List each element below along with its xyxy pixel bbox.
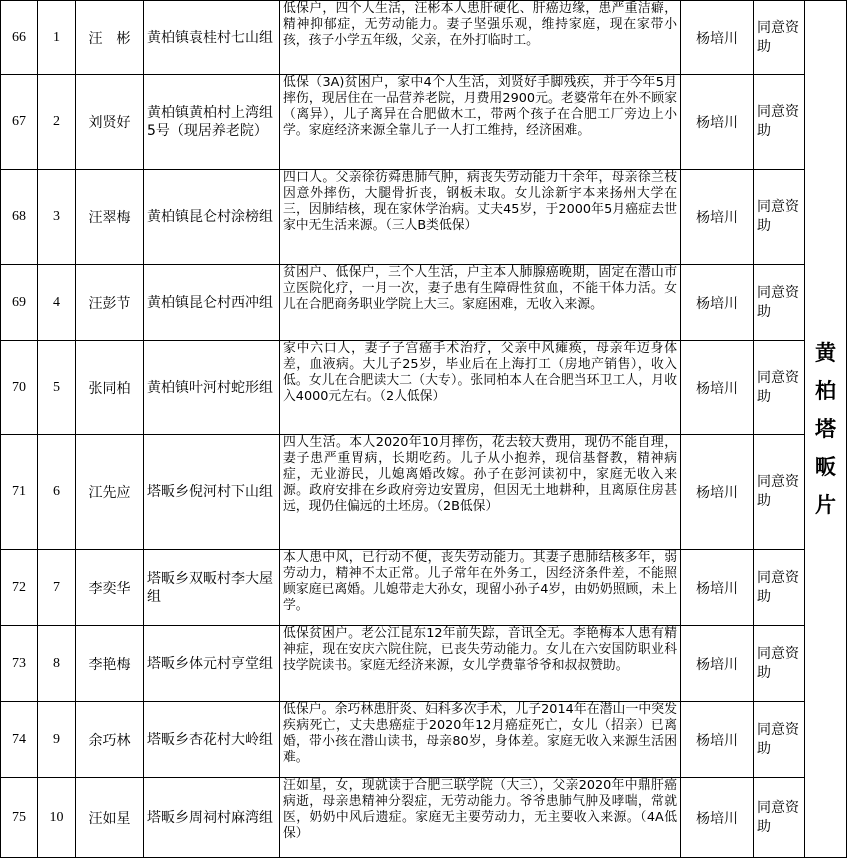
row-number: 72 (1, 550, 38, 626)
handler-name: 杨培川 (681, 341, 754, 435)
row-sequence: 9 (38, 702, 76, 778)
family-situation: 本人患中风，已行动不便，丧失劳动能力。其妻子患肺结核多年，弱劳动力，精神不太正常。儿子常年在外务工，因经济条件差，不能照顾家庭已离婚。儿媳带走大孙女，现留小孙子4岁，由奶奶照顾，未上学。 (280, 550, 681, 626)
applicant-name: 江先应 (76, 435, 144, 550)
applicant-address: 黄柏镇昆仑村涂榜组 (144, 170, 280, 265)
applicant-name: 汪彭节 (76, 265, 144, 341)
handler-name: 杨培川 (681, 75, 754, 170)
approval-opinion: 同意资助 (754, 341, 805, 435)
row-number: 75 (1, 778, 38, 858)
row-number: 73 (1, 626, 38, 702)
family-situation: 四人生活。本人2020年10月摔伤，花去较大费用，现仍不能自理，妻子患严重胃病，长期吃药。儿子从小抱养，现信基督教，精神病症，无业游民，儿媳离婚改嫁。孙子在彭河读初中，家庭无收入来源。政府安排在乡政府旁边安置房，但因无土地耕种，且离原住房甚远，现仍住偏远的土坯房。（2B低保） (280, 435, 681, 550)
applicant-address: 塔畈乡周祠村麻湾组 (144, 778, 280, 858)
applicant-name: 刘贤好 (76, 75, 144, 170)
handler-name: 杨培川 (681, 702, 754, 778)
family-situation: 家中六口人，妻子子宫癌手术治疗，父亲中风瘫痪，母亲年迈身体差，血液病。大儿子25岁，毕业后在上海打工（房地产销售），收入低。女儿在合肥读大二（大专）。张同柏本人在合肥当环卫工人，月收入4000元左右。（2人低保） (280, 341, 681, 435)
applicant-address: 黄柏镇叶河村蛇形组 (144, 341, 280, 435)
applicant-address: 塔畈乡体元村亨堂组 (144, 626, 280, 702)
applicant-name: 汪 彬 (76, 1, 144, 75)
applicant-name: 张同柏 (76, 341, 144, 435)
table-row (1, 75, 847, 170)
region-text: 黄柏塔畈片 (815, 341, 836, 517)
family-situation: 低保贫困户。老公江昆东12年前失踪，音讯全无。李艳梅本人患有精神症，现在安庆六院住院，已丧失劳动能力。女儿在六安国防职业科技学院读书。家庭无经济来源，女儿学费靠爷爷和叔叔赞助。 (280, 626, 681, 702)
approval-opinion: 同意资助 (754, 778, 805, 858)
handler-name: 杨培川 (681, 550, 754, 626)
handler-name: 杨培川 (681, 778, 754, 858)
applicant-address: 黄柏镇昆仑村西冲组 (144, 265, 280, 341)
applicant-name: 汪如星 (76, 778, 144, 858)
applicant-name: 余巧林 (76, 702, 144, 778)
applicant-address: 黄柏镇袁桂村七山组 (144, 1, 280, 75)
table-row (1, 702, 847, 778)
row-sequence: 2 (38, 75, 76, 170)
row-number: 70 (1, 341, 38, 435)
applicant-address: 塔畈乡双畈村李大屋组 (144, 550, 280, 626)
table-row (1, 265, 847, 341)
row-number: 68 (1, 170, 38, 265)
approval-opinion: 同意资助 (754, 626, 805, 702)
row-sequence: 7 (38, 550, 76, 626)
table-body (1, 1, 847, 858)
handler-name: 杨培川 (681, 435, 754, 550)
row-sequence: 5 (38, 341, 76, 435)
region-label (805, 1, 847, 858)
approval-opinion: 同意资助 (754, 75, 805, 170)
table-row (1, 778, 847, 858)
applicant-name: 汪翠梅 (76, 170, 144, 265)
table-row (1, 1, 847, 75)
table-row (1, 341, 847, 435)
approval-opinion: 同意资助 (754, 265, 805, 341)
family-situation: 汪如星，女，现就读于合肥三联学院（大三），父亲2020年中鼎肝癌病逝，母亲患精神分裂症，无劳动能力。爷爷患肺气肿及哮喘，常就医，奶奶中风后遗症。家庭无主要劳动力，无主要收入来源。（4A低保） (280, 778, 681, 858)
applicant-address: 塔畈乡倪河村下山组 (144, 435, 280, 550)
applicant-name: 李艳梅 (76, 626, 144, 702)
family-situation: 低保户。余巧林患肝炎、妇科多次手术，儿子2014年在潜山一中突发疾病死亡，丈夫患癌症于2020年12月癌症死亡，女儿（招亲）已离婚，带小孩在潜山读书，母亲80岁，身体差。家庭无收入来源生活困难。 (280, 702, 681, 778)
handler-name: 杨培川 (681, 626, 754, 702)
row-number: 69 (1, 265, 38, 341)
table-row (1, 435, 847, 550)
row-number: 66 (1, 1, 38, 75)
handler-name: 杨培川 (681, 1, 754, 75)
row-sequence: 4 (38, 265, 76, 341)
family-situation: 低保（3A)贫困户，家中4个人生活，刘贤好手脚残疾，并于今年5月摔伤，现居住在一品营养老院，月费用2900元。老婆常年在外不顾家（离异），儿子离异在合肥做木工，带两个孩子在合肥工厂旁边上小学。家庭经济来源全靠儿子一人打工维持，经济困难。 (280, 75, 681, 170)
table-row (1, 170, 847, 265)
applicant-address: 黄柏镇黄柏村上湾组5号（现居养老院） (144, 75, 280, 170)
row-sequence: 10 (38, 778, 76, 858)
row-number: 74 (1, 702, 38, 778)
family-situation: 贫困户、低保户，三个人生活，户主本人肺腺癌晚期，固定在潜山市立医院化疗，一月一次，妻子患有生障碍性贫血，不能干体力活。女儿在合肥商务职业学院上大三。家庭困难，无收入来源。 (280, 265, 681, 341)
approval-opinion: 同意资助 (754, 702, 805, 778)
row-sequence: 3 (38, 170, 76, 265)
table-row (1, 626, 847, 702)
family-situation: 低保户，四个人生活，汪彬本人患肝硬化、肝癌边缘，患严重洁癖，精神抑郁症，无劳动能力。妻子坚强乐观，维持家庭，现在家带小孩，孩子小学五年级，父亲，在外打临时工。 (280, 1, 681, 75)
applicant-address: 塔畈乡杏花村大岭组 (144, 702, 280, 778)
row-sequence: 1 (38, 1, 76, 75)
approval-opinion: 同意资助 (754, 1, 805, 75)
handler-name: 杨培川 (681, 170, 754, 265)
row-sequence: 8 (38, 626, 76, 702)
approval-opinion: 同意资助 (754, 170, 805, 265)
handler-name: 杨培川 (681, 265, 754, 341)
row-number: 67 (1, 75, 38, 170)
family-situation: 四口人。父亲徐彷舜患肺气肿，病丧失劳动能力十余年，母亲徐兰枝因意外摔伤，大腿骨折丧，钢板未取。女儿涂新宇本来扬州大学在三，因肺结核，现在家休学治病。丈夫45岁，于2000年5月癌症去世家中无生活来源。（三人B类低保） (280, 170, 681, 265)
applicant-name: 李奕华 (76, 550, 144, 626)
row-sequence: 6 (38, 435, 76, 550)
row-number: 71 (1, 435, 38, 550)
approval-opinion: 同意资助 (754, 550, 805, 626)
table-row (1, 550, 847, 626)
approval-opinion: 同意资助 (754, 435, 805, 550)
